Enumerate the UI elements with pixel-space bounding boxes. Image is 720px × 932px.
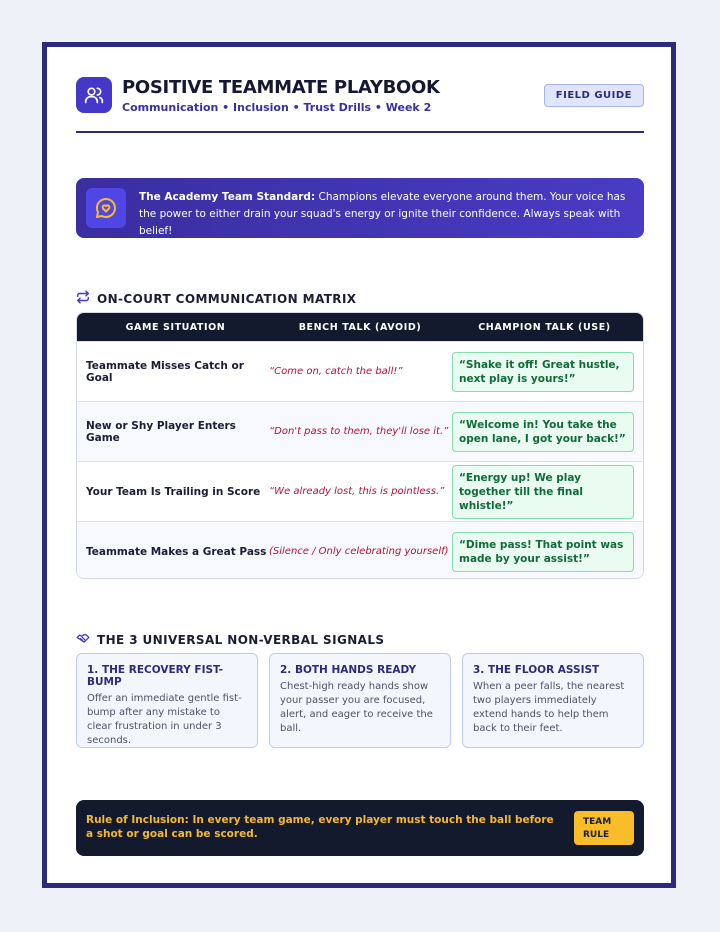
signal-card-body: Chest-high ready hands show your passer you are focused, alert, and eager to receive the ball. (280, 681, 433, 734)
users-icon (76, 77, 112, 113)
table-row (77, 461, 643, 521)
page-title: POSITIVE TEAMMATE PLAYBOOK (122, 77, 440, 98)
signal-card-title: 1. THE RECOVERY FIST-BUMP (87, 664, 224, 688)
situation-cell: Teammate Makes a Great Pass (86, 545, 267, 558)
signals-cards (76, 653, 644, 750)
matrix-heading (76, 290, 356, 307)
column-header: GAME SITUATION (125, 321, 226, 333)
table-row (77, 401, 643, 461)
situation-cell: Teammate Misses Catch or Goal (86, 359, 244, 384)
signal-card (76, 653, 258, 748)
table-row (77, 341, 643, 401)
signal-card-title: 2. BOTH HANDS READY (280, 664, 417, 676)
signals-heading (76, 631, 384, 648)
page-subtitle: Communication • Inclusion • Trust Drills • Week 2 (122, 101, 432, 114)
inclusion-rule-banner (76, 800, 644, 856)
column-header: BENCH TALK (AVOID) (298, 321, 422, 333)
inclusion-rule-text: Rule of Inclusion: In every team game, every player must touch the ball before a shot or goal can be scored. (86, 814, 554, 840)
team-standard-text (139, 189, 629, 240)
avoid-cell: “Don't pass to them, they'll lose it.” (269, 426, 449, 437)
signal-card (269, 653, 451, 748)
team-standard-body: Champions elevate everyone around them. Your voice has the power to either drain your squad's energy or ignite their confidence. Always speak with belief! (139, 191, 626, 237)
handshake-icon (76, 631, 90, 648)
team-rule-badge-line: RULE (583, 830, 610, 840)
matrix-title: ON-COURT COMMUNICATION MATRIX (97, 291, 357, 306)
heart-chat-icon (86, 188, 126, 228)
signal-card-title: 3. THE FLOOR ASSIST (473, 664, 600, 676)
signal-card-body: When a peer falls, the nearest two players immediately extend hands to help them back to their feet. (473, 681, 625, 734)
team-rule-badge (574, 811, 634, 845)
signal-card (462, 653, 644, 748)
use-cell: “Shake it off! Great hustle, next play is yours!” (452, 352, 634, 392)
column-header: CHAMPION TALK (USE) (478, 321, 611, 333)
use-cell: “Dime pass! That point was made by your assist!” (452, 532, 634, 572)
use-cell: “Welcome in! You take the open lane, I got your back!” (452, 412, 634, 452)
signals-title: THE 3 UNIVERSAL NON-VERBAL SIGNALS (97, 632, 385, 647)
team-standard-banner (76, 178, 644, 238)
table-header (77, 313, 643, 341)
situation-cell: New or Shy Player Enters Game (86, 419, 236, 444)
avoid-cell: “Come on, catch the ball!” (269, 366, 403, 377)
situation-cell: Your Team Is Trailing in Score (86, 485, 261, 498)
header (76, 77, 644, 133)
field-guide-badge: FIELD GUIDE (544, 84, 644, 107)
communication-matrix-table (76, 312, 644, 579)
signal-card-body: Offer an immediate gentle fist-bump after any mistake to clear frustration in under 3 seconds. (87, 693, 242, 746)
playbook-page (42, 42, 676, 888)
team-rule-badge-line: TEAM (583, 817, 612, 827)
avoid-cell: “We already lost, this is pointless.” (269, 486, 445, 497)
exchange-arrows-icon (76, 290, 90, 307)
avoid-cell: (Silence / Only celebrating yourself) (269, 546, 449, 557)
table-row (77, 521, 643, 579)
use-cell: “Energy up! We play together till the final whistle!” (452, 465, 634, 519)
team-standard-label: The Academy Team Standard: (139, 191, 316, 203)
